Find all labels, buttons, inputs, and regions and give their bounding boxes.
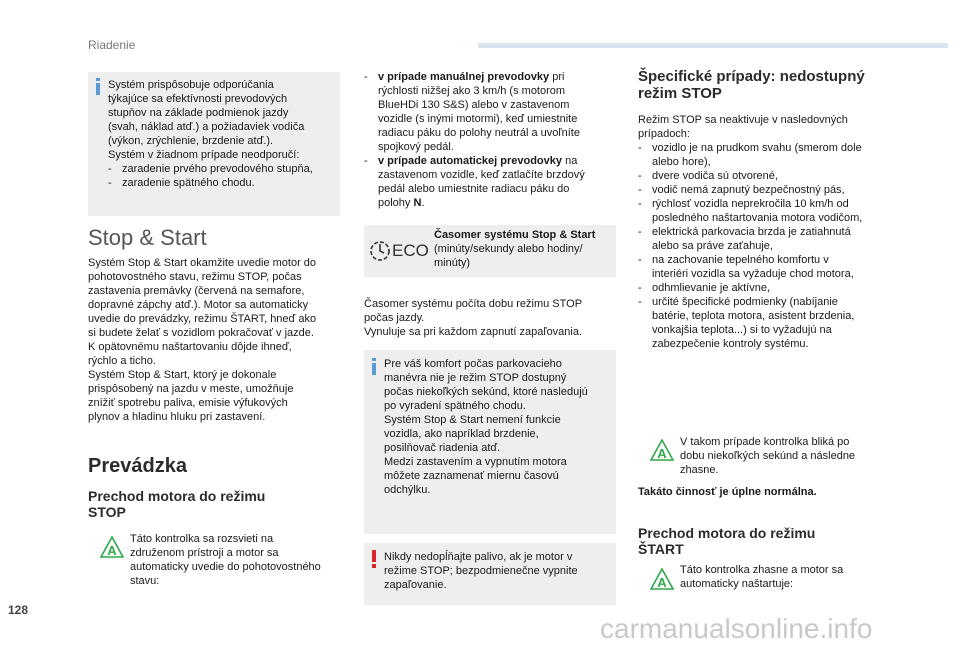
svg-text:A: A	[107, 543, 117, 558]
list-item: - dvere vodiča sú otvorené,	[638, 170, 778, 182]
eco-icon: ECO	[368, 239, 428, 263]
list-item: - elektrická parkovacia brzda je zatiahnutá alebo sa práve zaťahuje,	[638, 226, 851, 252]
list-item: - v prípade manuálnej prevodovky pri	[364, 71, 565, 83]
left-info-text: Systém prispôsobuje odporúčania týkajúce sa efektívnosti prevodových stupňov na základe podmienok jazdy (svah, náklad atď.) a požiadaviek vodiča (výkon, zrýchlenie, brzdenie atď.). Systém v žiadnom prípade neodporučí: - zaradenie prvého prevodového stupňa, - zaradenie spätného chodu.	[108, 78, 338, 190]
start-lamp-text: Táto kontrolka zhasne a motor sa automaticky naštartuje:	[680, 564, 844, 590]
header-bar	[478, 43, 948, 48]
middle-info-box	[364, 350, 616, 534]
list-item: - vozidlo je na prudkom svahu (smerom dole alebo hore),	[638, 142, 862, 168]
svg-text:A: A	[657, 446, 667, 461]
timer-description: Časomer systému počíta dobu režimu STOP počas jazdy. Vynuluje sa pri každom zapnutí zapaľovania.	[364, 298, 583, 338]
watermark: carmanualsonline.info	[600, 613, 873, 644]
list-item: - na zachovanie tepelného komfortu v interiéri vozidla sa vyžaduje chod motora,	[638, 254, 854, 280]
special-cases-list: Režim STOP sa neaktivuje v nasledovných prípadoch: - vozidlo je na prudkom svahu (smerom dole alebo hore), - dvere vodiča sú otvorené, - vodič nemá zapnutý bezpečnostný pás, - rýchlosť vozidla neprekročila 10 km/h od posledného naštartovania motora vodičom, - elektrická parkovacia brzda je zatiahnutá alebo sa práve zaťahuje, - na zachovanie tepelného komfortu v interiéri vozidla sa vyžaduje chod motora, - odhmlievanie je aktívne, - určité špecifické podmienky (nabíjanie batérie, teplota motora, asistent brzdenia, vonkajšia teplota...) si to vyžadujú na zabezpečenie kontroly systému.	[638, 113, 903, 351]
list-item: - určité špecifické podmienky (nabíjanie batérie, teplota motora, asistent brzdenia, vonkajšia teplota...) si to vyžadujú na zabezpečenie kontroly systému.	[638, 296, 855, 350]
page-title: Stop & Start	[88, 225, 207, 250]
list-item: - rýchlosť vozidla neprekročila 10 km/h od posledného naštartovania motora vodičom,	[638, 198, 863, 224]
eco-timer-box	[364, 225, 616, 277]
left-info-box	[88, 72, 340, 216]
warning-box	[364, 543, 616, 605]
warning-text: Nikdy nedopĺňajte palivo, ak je motor v režime STOP; bezpodmienečne vypnite zapaľovanie.	[384, 551, 578, 591]
middle-info-text: Pre váš komfort počas parkovacieho manévra nie je režim STOP dostupný počas niekoľkých sekúnd, ktoré nasledujú po vyradení spätného chodu. Systém Stop & Start nemení funkcie vozidla, ako napríklad brzdenie, posilňovač riadenia atď. Medzi zastavením a vypnutím motora môžete zaznamenať miernu časovú odchýlku.	[384, 358, 588, 496]
special-cases-heading: Špecifické prípady: nedostupný režim STOP	[638, 68, 865, 102]
list-item: - v prípade automatickej prevodovky na	[364, 155, 578, 167]
subheading-stop: Prechod motora do režimu STOP	[88, 488, 266, 520]
section-header: Riadenie	[88, 38, 136, 52]
start-lamp-icon	[650, 568, 674, 590]
list-item: - zaradenie spätného chodu.	[108, 177, 255, 189]
svg-text:A: A	[657, 575, 667, 590]
stop-start-intro: Systém Stop & Start okamžite uvedie motor do pohotovostného stavu, režimu STOP, počas zastavenia premávky (červená na semafore, dopravné zápchy atď.). Motor sa automaticky uvedie do prevádzky, režimu ŠTART, hneď ako si budete želať s vozidlom pokračovať v jazde. K opätovnému naštartovaniu dôjde ihneď, rýchlo a ticho. Systém Stop & Start, ktorý je dokonale prispôsobený na jazdu v meste, umožňuje znížiť spotrebu paliva, emisie výfukových plynov a hladinu hluku pri zastavení.	[88, 257, 317, 423]
info-icon	[370, 358, 378, 375]
stop-lamp-text: Táto kontrolka sa rozsvieti na združenom prístroji a motor sa automaticky uvedie do pohotovostného stavu:	[130, 533, 321, 587]
stop-start-warning-lamp-icon	[100, 536, 124, 558]
subheading-start: Prechod motora do režimu ŠTART	[638, 525, 816, 557]
stop-conditions-list: - v prípade manuálnej prevodovky pri rýchlosti nižšej ako 3 km/h (s motorom BlueHDi 130 S&S) alebo v zastavenom vozidle (s inými motormi), keď umiestnite radiacu páku do polohy neutrál a uvoľníte spojkový pedál. - v prípade automatickej prevodovky na zastavenom vozidle, keď zatlačíte brzdový pedál alebo umiestnite radiacu páku do polohy N.	[364, 70, 616, 210]
list-item: - zaradenie prvého prevodového stupňa,	[108, 163, 313, 175]
section-heading-operation: Prevádzka	[88, 455, 187, 477]
blinking-lamp-icon	[650, 439, 674, 461]
eco-timer-text: Časomer systému Stop & Start (minúty/sekundy alebo hodiny/ minúty)	[434, 229, 596, 269]
normal-note: Takáto činnosť je úplne normálna.	[638, 486, 817, 498]
page-number: 128	[8, 603, 29, 617]
blink-text: V takom prípade kontrolka bliká po dobu niekoľkých sekúnd a následne zhasne.	[680, 436, 856, 476]
list-item: - vodič nemá zapnutý bezpečnostný pás,	[638, 184, 845, 196]
list-item: - odhmlievanie je aktívne,	[638, 282, 771, 294]
exclamation-icon	[370, 550, 378, 568]
info-icon	[94, 78, 102, 95]
